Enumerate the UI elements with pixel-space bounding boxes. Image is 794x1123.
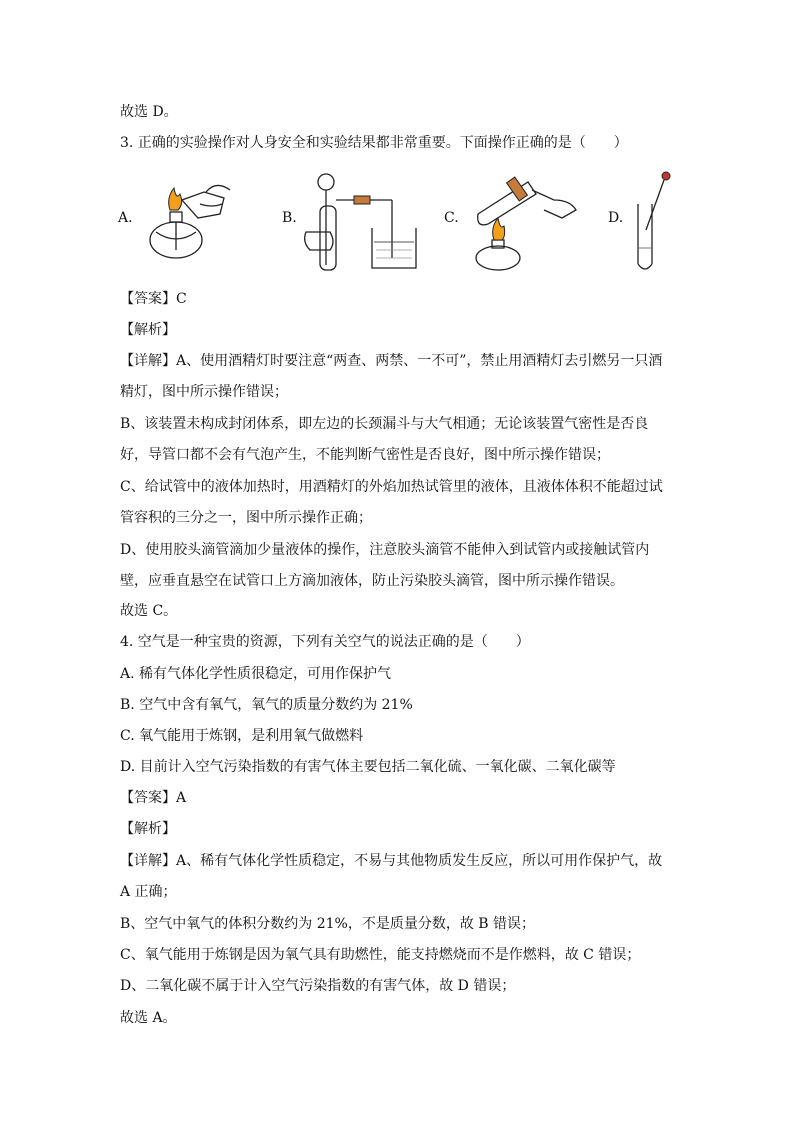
question-4-stem: 4. 空气是一种宝贵的资源，下列有关空气的说法正确的是（ ） [120,634,530,650]
choice-d: D. 目前计入空气污染指数的有害气体主要包括二氧化硫、一氧化碳、二氧化碳等 [120,759,616,775]
option-b-label: B. [282,210,297,226]
analysis-label: 【解析】 [120,322,176,338]
text-line: B、该装置未构成封闭体系，即左边的长颈漏斗与大气相通；无论该装置气密性是否良 [120,416,649,432]
choice-c: C. 氧气能用于炼钢，是利用氧气做燃料 [120,728,364,744]
text-line: B、空气中氧气的体积分数约为 21%，不是质量分数，故 B 错误； [120,916,536,932]
text-line: C、给试管中的液体加热时，用酒精灯的外焰加热试管里的液体，且液体体积不能超过试 [120,479,663,495]
text-line: 管容积的三分之一，图中所示操作正确； [120,510,372,526]
analysis-label: 【解析】 [120,821,176,837]
answer-label: 【答案】C [120,291,187,307]
text-line: C、氧气能用于炼钢是因为氧气具有助燃性，能支持燃烧而不是作燃料，故 C 错误； [120,947,641,963]
text-line: 故选 C。 [120,603,178,619]
option-c-label: C. [444,210,459,226]
answer-label: 【答案】A [120,790,187,806]
alcohol-lamp-ignite-icon [146,170,236,265]
option-d-label: D. [608,210,624,226]
choice-a: A. 稀有气体化学性质很稳定，可用作保护气 [120,666,392,682]
text-line: A 正确； [120,884,177,900]
text-line: 【详解】A、稀有气体化学性质稳定，不易与其他物质发生反应，所以可用作保护气，故 [120,853,663,869]
dropper-test-tube-icon [626,170,686,275]
option-a-label: A. [118,210,133,226]
choice-b: B. 空气中含有氧气，氧气的质量分数约为 21% [120,697,413,713]
text-line: 故选 D。 [120,104,178,120]
text-line: D、使用胶头滴管滴加少量液体的操作，注意胶头滴管不能伸入到试管内或接触试管内 [120,542,650,558]
test-tube-heating-icon [458,170,588,275]
airtightness-check-icon [300,170,440,280]
text-line: D、二氧化碳不属于计入空气污染指数的有害气体，故 D 错误； [120,978,516,994]
question-3-stem: 3. 正确的实验操作对人身安全和实验结果都非常重要。下面操作正确的是（ ） [120,135,628,151]
text-line: 壁，应垂直悬空在试管口上方滴加液体，防止污染胶头滴管，图中所示操作错误。 [120,573,624,589]
text-line: 故选 A。 [120,1010,177,1026]
text-line: 好，导管口都不会有气泡产生，不能判断气密性是否良好，图中所示操作错误； [120,447,610,463]
question-3-figures [118,170,678,280]
text-line: 【详解】A、使用酒精灯时要注意“两查、两禁、一不可”，禁止用酒精灯去引燃另一只酒 [120,353,663,369]
text-line: 精灯，图中所示操作错误； [120,384,288,400]
